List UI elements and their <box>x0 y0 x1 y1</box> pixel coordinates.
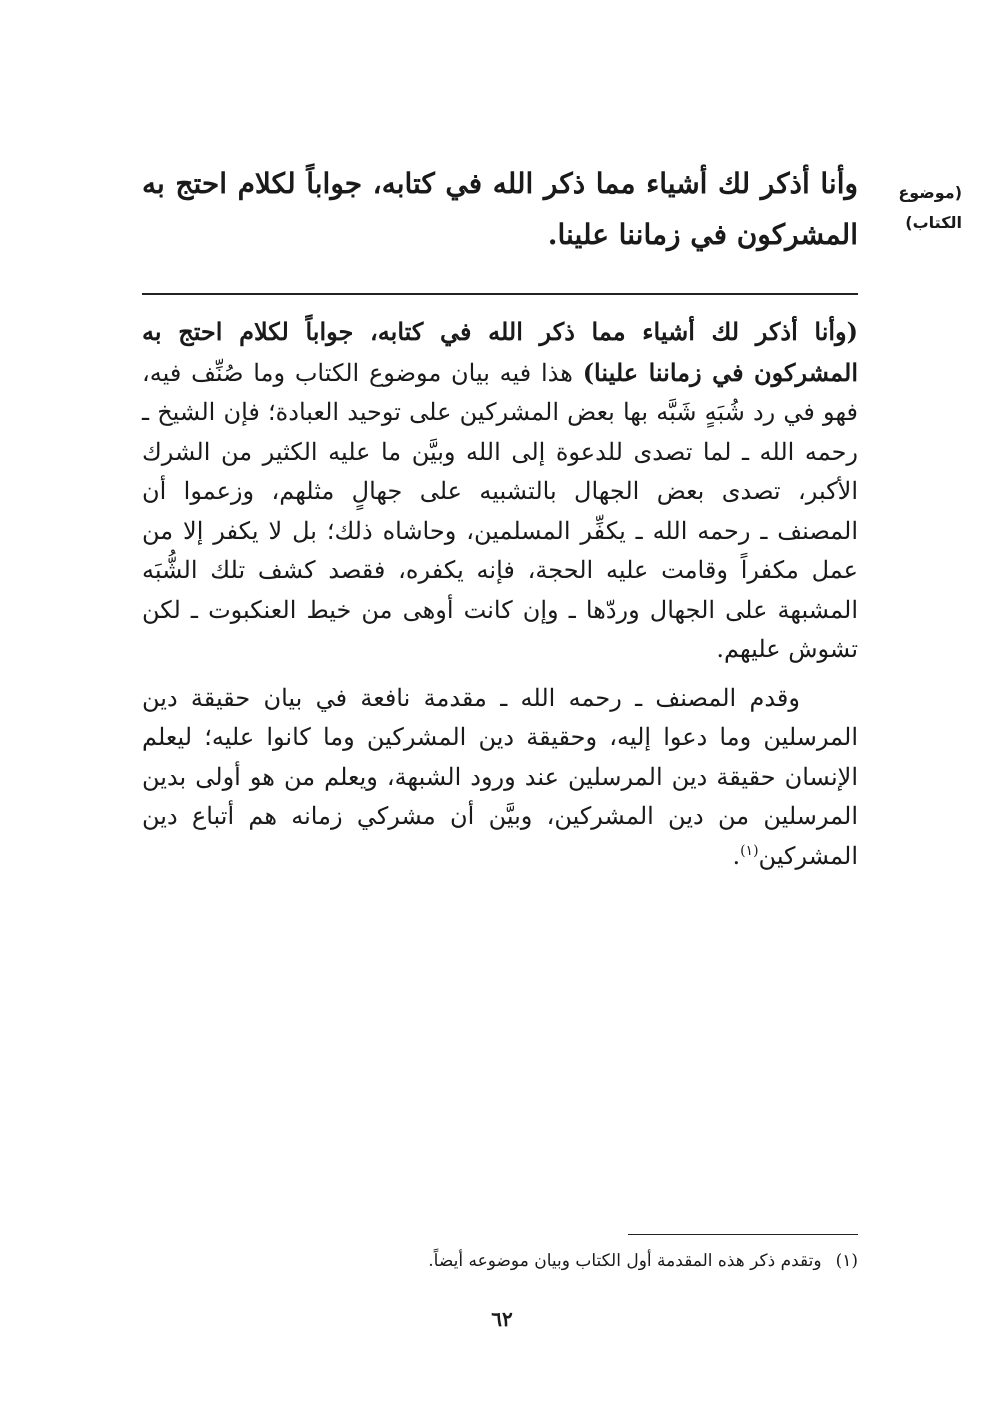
footnote-reference: (١) <box>740 842 759 859</box>
footnote-text: وتقدم ذكر هذه المقدمة أول الكتاب وبيان موضوعه أيضاً. <box>428 1251 822 1271</box>
sharh-paragraph-2-end: . <box>732 841 741 870</box>
matn-divider <box>142 293 858 295</box>
quoted-matn: (وأنا أذكر لك أشياء مما ذكر الله في كتابه، جواباً لكلام احتج به المشركون في زماننا علينا) <box>142 317 858 387</box>
margin-note: (موضوع الكتاب) <box>898 183 962 232</box>
sharh-paragraph-1 <box>142 312 858 670</box>
footnote <box>300 1247 858 1275</box>
sharh-paragraph-1-text: هذا فيه بيان موضوع الكتاب وما صُنِّف فيه، فهو في رد شُبَهٍ شَبَّه بها بعض المشركين على توحيد العبادة؛ فإن الشيخ ـ رحمه الله ـ لما تصدى للدعوة إلى الله وبيَّن ما عليه الكثير من الشرك الأكبر، تصدى بعض الجهال بالتشبيه على جهالٍ مثلهم، وزعموا أن المصنف ـ رحمه الله ـ يكفِّر المسلمين، وحاشاه ذلك؛ بل لا يكفر إلا من عمل مكفراً وقامت عليه الحجة، فإنه يكفره، فقصد كشف تلك الشُّبَه المشبهة على الجهال وردّها ـ وإن كانت أوهى من خيط العنكبوت ـ لكن تشوش عليهم. <box>142 358 858 663</box>
sharh-commentary <box>142 312 858 876</box>
footnote-number: (١) <box>835 1251 858 1271</box>
footnote-divider <box>628 1234 858 1235</box>
page-number: ٦٢ <box>491 1307 513 1331</box>
matn-text: وأنا أذكر لك أشياء مما ذكر الله في كتابه، جواباً لكلام احتج به المشركون في زماننا علينا. <box>142 167 858 251</box>
sharh-paragraph-2-text: وقدم المصنف ـ رحمه الله ـ مقدمة نافعة في بيان حقيقة دين المرسلين وما دعوا إليه، وحقيقة دين المشركين وما كانوا عليه؛ ليعلم الإنسان حقيقة دين المرسلين عند ورود الشبهة، ويعلم من هو أولى بدين المرسلين من دين المشركين، وبيَّن أن مشركي زمانه هم أتباع دين المشركين <box>142 683 858 870</box>
sharh-paragraph-2 <box>142 679 858 877</box>
